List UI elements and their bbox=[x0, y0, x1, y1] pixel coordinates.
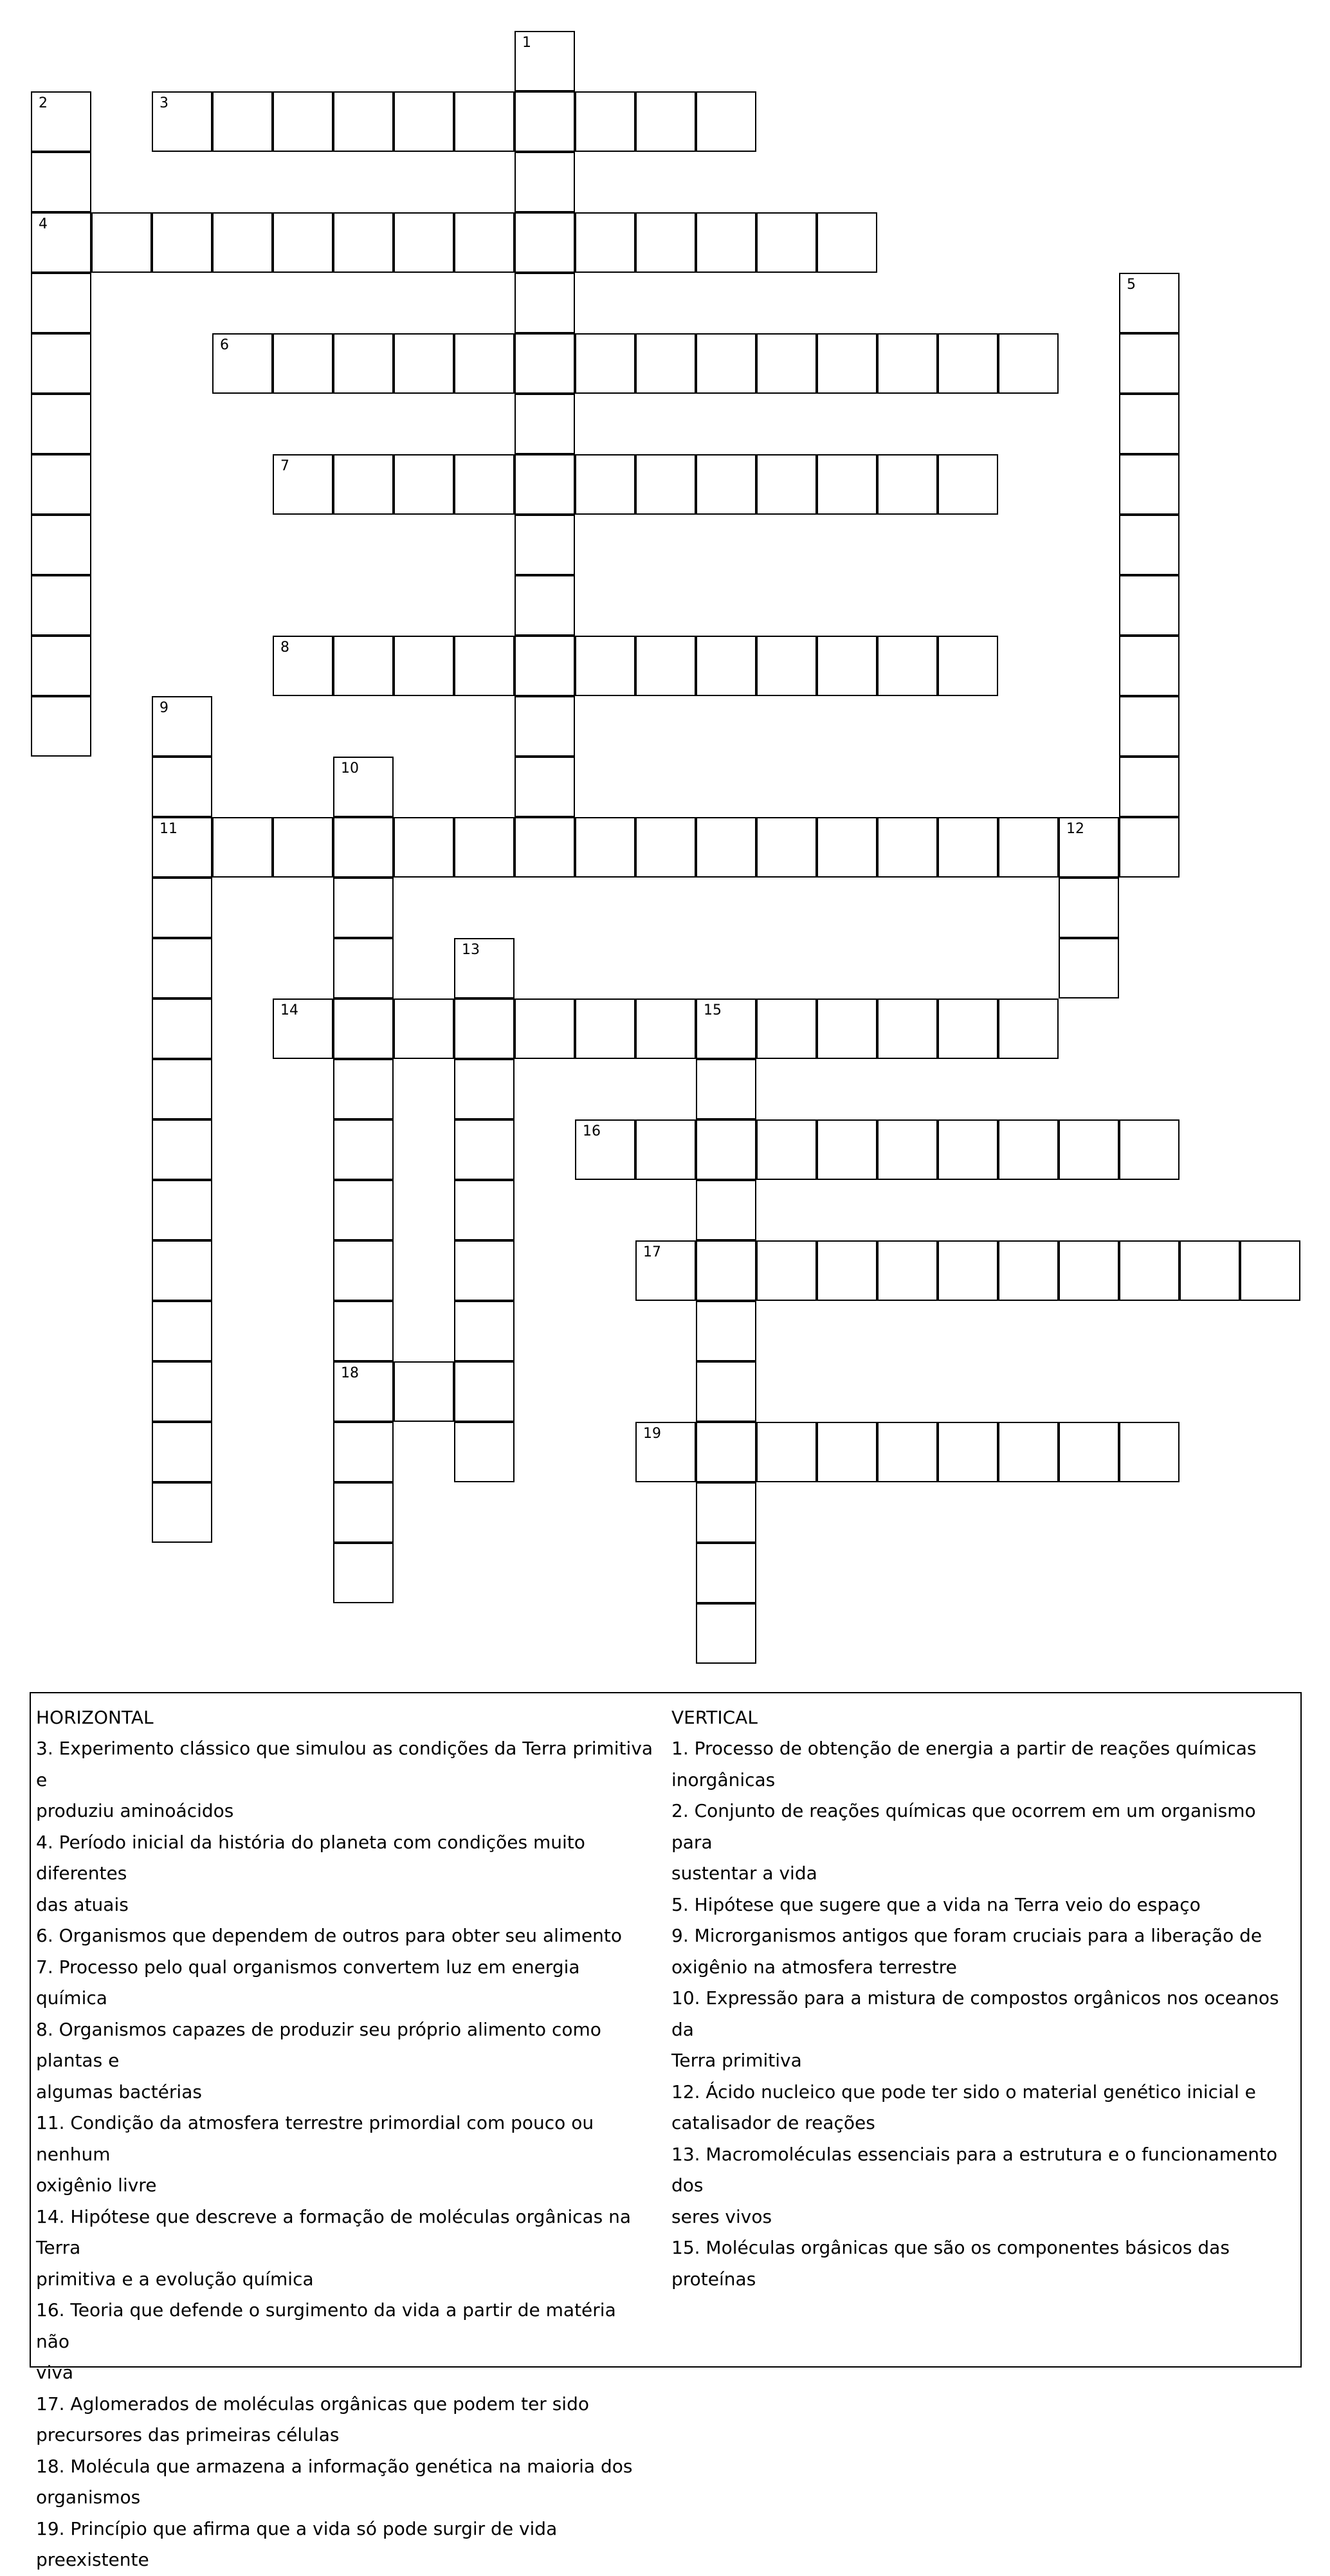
crossword-cell[interactable] bbox=[333, 91, 394, 152]
clue-line: 19. Princípio que afirma que a vida só pode surgir de vida preexistente bbox=[36, 2517, 558, 2570]
crossword-cell[interactable] bbox=[31, 394, 91, 454]
crossword-cell[interactable] bbox=[877, 333, 938, 394]
crossword-cell[interactable] bbox=[696, 333, 756, 394]
clue-number: 6 bbox=[220, 337, 229, 353]
crossword-cell[interactable] bbox=[817, 333, 877, 394]
crossword-cell[interactable] bbox=[696, 91, 756, 152]
crossword-cell[interactable] bbox=[696, 817, 756, 878]
clue-number: 19 bbox=[643, 1426, 661, 1442]
crossword-cell[interactable] bbox=[515, 817, 575, 878]
clue-line: 18. Molécula que armazena a informação genética na maioria dos bbox=[36, 2455, 633, 2477]
crossword-cell[interactable] bbox=[696, 1301, 756, 1361]
crossword-cell[interactable] bbox=[1059, 817, 1119, 878]
clues-box bbox=[30, 1692, 1302, 2570]
crossword-cell[interactable] bbox=[575, 454, 635, 515]
clue-line: seres vivos bbox=[671, 2205, 772, 2227]
crossword-cell[interactable] bbox=[333, 1361, 394, 1422]
clue-line: 1. Processo de obtenção de energia a partir de reações químicas bbox=[671, 1738, 1257, 1759]
clue-line: catalisador de reações bbox=[671, 2112, 875, 2133]
crossword-cell[interactable] bbox=[31, 273, 91, 333]
horizontal-title: HORIZONTAL bbox=[36, 1707, 154, 1728]
crossword-cell[interactable] bbox=[333, 636, 394, 696]
crossword-cell[interactable] bbox=[333, 1482, 394, 1543]
crossword-cell[interactable] bbox=[817, 636, 877, 696]
crossword-cell[interactable] bbox=[515, 757, 575, 817]
crossword-cell[interactable] bbox=[938, 1119, 998, 1180]
crossword-cell[interactable] bbox=[938, 1240, 998, 1301]
crossword-cell[interactable] bbox=[515, 394, 575, 454]
crossword-cell[interactable] bbox=[394, 212, 454, 273]
crossword-cell[interactable] bbox=[515, 91, 575, 152]
crossword-cell[interactable] bbox=[454, 998, 515, 1059]
crossword-cell[interactable] bbox=[454, 1422, 515, 1482]
crossword-cell[interactable] bbox=[635, 998, 696, 1059]
crossword-cell[interactable] bbox=[152, 91, 212, 152]
crossword-cell[interactable] bbox=[515, 454, 575, 515]
clue-number: 14 bbox=[280, 1002, 298, 1018]
crossword-cell[interactable] bbox=[635, 817, 696, 878]
clue-line: inorgânicas bbox=[671, 1769, 776, 1790]
crossword-cell[interactable] bbox=[152, 938, 212, 998]
crossword-cell[interactable] bbox=[696, 1361, 756, 1422]
crossword-cell[interactable] bbox=[756, 1119, 817, 1180]
clue-number: 11 bbox=[159, 821, 178, 837]
crossword-cell[interactable] bbox=[454, 333, 515, 394]
crossword-cell[interactable] bbox=[31, 636, 91, 696]
crossword-cell[interactable] bbox=[515, 152, 575, 212]
clue-number: 17 bbox=[643, 1244, 661, 1260]
crossword-cell[interactable] bbox=[273, 91, 333, 152]
clue-number: 4 bbox=[39, 216, 48, 232]
crossword-cell[interactable] bbox=[152, 1422, 212, 1482]
crossword-cell[interactable] bbox=[1059, 1119, 1119, 1180]
clue-number: 7 bbox=[280, 458, 289, 474]
crossword-cell[interactable] bbox=[635, 212, 696, 273]
crossword-cell[interactable] bbox=[575, 333, 635, 394]
crossword-cell[interactable] bbox=[333, 938, 394, 998]
crossword-cell[interactable] bbox=[575, 998, 635, 1059]
crossword-cell[interactable] bbox=[1119, 696, 1180, 757]
crossword-cell[interactable] bbox=[938, 1422, 998, 1482]
crossword-cell[interactable] bbox=[31, 575, 91, 636]
crossword-cell[interactable] bbox=[635, 1422, 696, 1482]
crossword-cell[interactable] bbox=[696, 1543, 756, 1603]
crossword-cell[interactable] bbox=[152, 878, 212, 938]
crossword-cell[interactable] bbox=[31, 454, 91, 515]
crossword-cell[interactable] bbox=[877, 817, 938, 878]
clue-line: 12. Ácido nucleico que pode ter sido o material genético inicial e bbox=[671, 2081, 1256, 2102]
crossword-cell[interactable] bbox=[454, 636, 515, 696]
crossword-cell[interactable] bbox=[454, 1180, 515, 1240]
crossword-cell[interactable] bbox=[998, 1119, 1059, 1180]
clue-line: Terra primitiva bbox=[671, 2050, 802, 2071]
crossword-cell[interactable] bbox=[696, 1059, 756, 1119]
clue-line: sustentar a vida bbox=[671, 1863, 817, 1884]
clue-line: 16. Teoria que defende o surgimento da vida a partir de matéria não bbox=[36, 2299, 616, 2352]
crossword-cell[interactable] bbox=[515, 333, 575, 394]
crossword-cell[interactable] bbox=[31, 152, 91, 212]
clue-line: precursores das primeiras células bbox=[36, 2424, 340, 2445]
clue-line: 14. Hipótese que descreve a formação de moléculas orgânicas na Terra bbox=[36, 2205, 632, 2258]
crossword-cell[interactable] bbox=[756, 1240, 817, 1301]
crossword-cell[interactable] bbox=[635, 636, 696, 696]
crossword-cell[interactable] bbox=[394, 998, 454, 1059]
crossword-cell[interactable] bbox=[152, 1180, 212, 1240]
clue-number: 16 bbox=[583, 1123, 601, 1139]
crossword-cell[interactable] bbox=[877, 1422, 938, 1482]
crossword-cell[interactable] bbox=[212, 212, 273, 273]
crossword-cell[interactable] bbox=[515, 273, 575, 333]
crossword-cell[interactable] bbox=[454, 1361, 515, 1422]
crossword-cell[interactable] bbox=[635, 333, 696, 394]
crossword-cell[interactable] bbox=[454, 212, 515, 273]
crossword-cell[interactable] bbox=[1119, 757, 1180, 817]
crossword-cell[interactable] bbox=[31, 91, 91, 152]
crossword-cell[interactable] bbox=[333, 998, 394, 1059]
crossword-cell[interactable] bbox=[998, 333, 1059, 394]
clue-number: 13 bbox=[462, 942, 480, 958]
crossword-cell[interactable] bbox=[212, 333, 273, 394]
crossword-cell[interactable] bbox=[454, 1301, 515, 1361]
crossword-cell[interactable] bbox=[1119, 394, 1180, 454]
crossword-cell[interactable] bbox=[394, 91, 454, 152]
crossword-cell[interactable] bbox=[756, 817, 817, 878]
clue-number: 3 bbox=[159, 95, 169, 111]
crossword-cell[interactable] bbox=[696, 1482, 756, 1543]
crossword-cell[interactable] bbox=[333, 1543, 394, 1603]
crossword-cell[interactable] bbox=[877, 454, 938, 515]
crossword-cell[interactable] bbox=[273, 817, 333, 878]
crossword-cell[interactable] bbox=[817, 212, 877, 273]
crossword-cell[interactable] bbox=[454, 1059, 515, 1119]
crossword-cell[interactable] bbox=[575, 212, 635, 273]
clue-line: organismos bbox=[36, 2487, 141, 2508]
clue-line: 15. Moléculas orgânicas que são os componentes básicos das proteínas bbox=[671, 2237, 1230, 2290]
crossword-cell[interactable] bbox=[696, 1603, 756, 1664]
crossword-cell[interactable] bbox=[696, 454, 756, 515]
crossword-cell[interactable] bbox=[817, 454, 877, 515]
crossword-cell[interactable] bbox=[31, 515, 91, 575]
crossword-cell[interactable] bbox=[938, 333, 998, 394]
crossword-cell[interactable] bbox=[273, 212, 333, 273]
crossword-cell[interactable] bbox=[152, 998, 212, 1059]
clue-line: 17. Aglomerados de moléculas orgânicas que podem ter sido bbox=[36, 2393, 589, 2415]
clue-line: algumas bactérias bbox=[36, 2081, 202, 2102]
clue-line: 6. Organismos que dependem de outros para obter seu alimento bbox=[36, 1925, 623, 1946]
crossword-cell[interactable] bbox=[152, 757, 212, 817]
crossword-cell[interactable] bbox=[333, 757, 394, 817]
crossword-cell[interactable] bbox=[515, 515, 575, 575]
crossword-cell[interactable] bbox=[817, 817, 877, 878]
crossword-cell[interactable] bbox=[515, 998, 575, 1059]
clue-line: 3. Experimento clássico que simulou as condições da Terra primitiva e bbox=[36, 1738, 653, 1790]
crossword-cell[interactable] bbox=[1119, 333, 1180, 394]
crossword-cell[interactable] bbox=[333, 817, 394, 878]
crossword-cell[interactable] bbox=[696, 212, 756, 273]
crossword-cell[interactable] bbox=[333, 454, 394, 515]
crossword-cell[interactable] bbox=[152, 1059, 212, 1119]
crossword-cell[interactable] bbox=[877, 636, 938, 696]
crossword-cell[interactable] bbox=[1059, 1240, 1119, 1301]
crossword-cell[interactable] bbox=[998, 998, 1059, 1059]
clue-number: 15 bbox=[704, 1002, 722, 1018]
crossword-cell[interactable] bbox=[635, 91, 696, 152]
crossword-cell[interactable] bbox=[1240, 1240, 1300, 1301]
crossword-cell[interactable] bbox=[1119, 1119, 1180, 1180]
crossword-cell[interactable] bbox=[515, 696, 575, 757]
clue-line: 8. Organismos capazes de produzir seu próprio alimento como plantas e bbox=[36, 2018, 601, 2071]
clue-line: 5. Hipótese que sugere que a vida na Terra veio do espaço bbox=[671, 1893, 1201, 1915]
clue-line: das atuais bbox=[36, 1893, 129, 1915]
crossword-cell[interactable] bbox=[1059, 938, 1119, 998]
clue-line: 13. Macromoléculas essenciais para a estrutura e o funcionamento dos bbox=[671, 2143, 1278, 2196]
crossword-cell[interactable] bbox=[817, 1240, 877, 1301]
crossword-cell[interactable] bbox=[152, 1240, 212, 1301]
crossword-cell[interactable] bbox=[877, 1119, 938, 1180]
crossword-cell[interactable] bbox=[575, 91, 635, 152]
crossword-cell[interactable] bbox=[696, 636, 756, 696]
crossword-cell[interactable] bbox=[756, 454, 817, 515]
crossword-cell[interactable] bbox=[1180, 1240, 1240, 1301]
crossword-cell[interactable] bbox=[696, 1119, 756, 1180]
crossword-cell[interactable] bbox=[515, 575, 575, 636]
clue-line: 2. Conjunto de reações químicas que ocorrem em um organismo para bbox=[671, 1800, 1256, 1853]
crossword-cell[interactable] bbox=[1059, 878, 1119, 938]
crossword-cell[interactable] bbox=[1119, 1240, 1180, 1301]
crossword-cell[interactable] bbox=[515, 31, 575, 91]
crossword-cell[interactable] bbox=[696, 1422, 756, 1482]
crossword-cell[interactable] bbox=[938, 454, 998, 515]
crossword-cell[interactable] bbox=[1119, 454, 1180, 515]
crossword-cell[interactable] bbox=[1119, 817, 1180, 878]
crossword-cell[interactable] bbox=[394, 1361, 454, 1422]
crossword-cell[interactable] bbox=[1059, 1422, 1119, 1482]
crossword-cell[interactable] bbox=[817, 1422, 877, 1482]
crossword-cell[interactable] bbox=[575, 636, 635, 696]
crossword-cell[interactable] bbox=[273, 636, 333, 696]
crossword-cell[interactable] bbox=[333, 1240, 394, 1301]
clue-number: 12 bbox=[1066, 821, 1084, 837]
crossword-cell[interactable] bbox=[1119, 515, 1180, 575]
clue-line: 7. Processo pelo qual organismos convertem luz em energia química bbox=[36, 1956, 580, 2009]
crossword-cell[interactable] bbox=[273, 998, 333, 1059]
clue-line: produziu aminoácidos bbox=[36, 1800, 234, 1821]
horizontal-clues bbox=[36, 1702, 653, 2576]
crossword-cell[interactable] bbox=[31, 696, 91, 757]
crossword-cell[interactable] bbox=[333, 878, 394, 938]
crossword-cell[interactable] bbox=[756, 998, 817, 1059]
crossword-cell[interactable] bbox=[31, 333, 91, 394]
clue-number: 8 bbox=[280, 639, 289, 656]
crossword-cell[interactable] bbox=[877, 1240, 938, 1301]
clue-number: 5 bbox=[1127, 277, 1136, 293]
crossword-cell[interactable] bbox=[454, 938, 515, 998]
crossword-cell[interactable] bbox=[938, 817, 998, 878]
crossword-cell[interactable] bbox=[515, 212, 575, 273]
crossword-cell[interactable] bbox=[152, 696, 212, 757]
crossword-cell[interactable] bbox=[938, 998, 998, 1059]
clue-number: 10 bbox=[341, 760, 359, 777]
crossword-cell[interactable] bbox=[333, 1422, 394, 1482]
crossword-cell[interactable] bbox=[1119, 636, 1180, 696]
clue-line: 11. Condição da atmosfera terrestre primordial com pouco ou nenhum bbox=[36, 2112, 594, 2165]
crossword-cell[interactable] bbox=[333, 1119, 394, 1180]
clue-line: viva bbox=[36, 2362, 74, 2383]
crossword-cell[interactable] bbox=[575, 817, 635, 878]
clue-line: primitiva e a evolução química bbox=[36, 2268, 314, 2290]
crossword-cell[interactable] bbox=[575, 1119, 635, 1180]
crossword-cell[interactable] bbox=[998, 1240, 1059, 1301]
crossword-cell[interactable] bbox=[454, 1240, 515, 1301]
crossword-cell[interactable] bbox=[152, 212, 212, 273]
crossword-cell[interactable] bbox=[333, 1059, 394, 1119]
crossword-cell[interactable] bbox=[454, 91, 515, 152]
crossword-cell[interactable] bbox=[696, 1180, 756, 1240]
clue-number: 9 bbox=[159, 700, 169, 716]
clue-line: oxigênio na atmosfera terrestre bbox=[671, 1956, 957, 1978]
crossword-cell[interactable] bbox=[696, 998, 756, 1059]
clue-number: 2 bbox=[39, 95, 48, 111]
crossword-cell[interactable] bbox=[273, 333, 333, 394]
crossword-cell[interactable] bbox=[212, 91, 273, 152]
crossword-cell[interactable] bbox=[756, 212, 817, 273]
crossword-cell[interactable] bbox=[515, 636, 575, 696]
crossword-cell[interactable] bbox=[152, 1119, 212, 1180]
crossword-cell[interactable] bbox=[31, 212, 91, 273]
crossword-cell[interactable] bbox=[635, 1119, 696, 1180]
crossword-cell[interactable] bbox=[273, 454, 333, 515]
crossword-cell[interactable] bbox=[394, 454, 454, 515]
crossword-cell[interactable] bbox=[394, 636, 454, 696]
crossword-cell[interactable] bbox=[938, 636, 998, 696]
clue-number: 1 bbox=[522, 35, 531, 51]
crossword-cell[interactable] bbox=[91, 212, 152, 273]
crossword-cell[interactable] bbox=[454, 454, 515, 515]
crossword-cell[interactable] bbox=[394, 817, 454, 878]
clue-line: 4. Período inicial da história do planeta com condições muito diferentes bbox=[36, 1831, 585, 1884]
crossword-cell[interactable] bbox=[1119, 575, 1180, 636]
crossword-cell[interactable] bbox=[756, 1422, 817, 1482]
vertical-title: VERTICAL bbox=[671, 1707, 758, 1728]
crossword-cell[interactable] bbox=[756, 333, 817, 394]
crossword-cell[interactable] bbox=[152, 817, 212, 878]
crossword-cell[interactable] bbox=[152, 1482, 212, 1543]
crossword-cell[interactable] bbox=[1119, 273, 1180, 333]
crossword-cell[interactable] bbox=[877, 998, 938, 1059]
crossword-cell[interactable] bbox=[394, 333, 454, 394]
vertical-clues bbox=[671, 1702, 1289, 2295]
crossword-cell[interactable] bbox=[756, 636, 817, 696]
crossword-cell[interactable] bbox=[212, 817, 273, 878]
crossword-cell[interactable] bbox=[152, 1301, 212, 1361]
clue-line: 9. Microrganismos antigos que foram cruciais para a liberação de bbox=[671, 1925, 1262, 1946]
clue-line: 10. Expressão para a mistura de compostos orgânicos nos oceanos da bbox=[671, 1987, 1279, 2040]
crossword-cell[interactable] bbox=[454, 1119, 515, 1180]
crossword-cell[interactable] bbox=[333, 212, 394, 273]
crossword-cell[interactable] bbox=[635, 1240, 696, 1301]
crossword-cell[interactable] bbox=[817, 1119, 877, 1180]
crossword-cell[interactable] bbox=[454, 817, 515, 878]
crossword-cell[interactable] bbox=[1119, 1422, 1180, 1482]
crossword-cell[interactable] bbox=[333, 1301, 394, 1361]
crossword-cell[interactable] bbox=[333, 333, 394, 394]
clue-line: oxigênio livre bbox=[36, 2175, 157, 2196]
crossword-cell[interactable] bbox=[635, 454, 696, 515]
crossword-cell[interactable] bbox=[696, 1240, 756, 1301]
crossword-cell[interactable] bbox=[152, 1361, 212, 1422]
crossword-cell[interactable] bbox=[998, 817, 1059, 878]
clue-number: 18 bbox=[341, 1365, 359, 1381]
crossword-cell[interactable] bbox=[333, 1180, 394, 1240]
crossword-cell[interactable] bbox=[817, 998, 877, 1059]
crossword-cell[interactable] bbox=[998, 1422, 1059, 1482]
